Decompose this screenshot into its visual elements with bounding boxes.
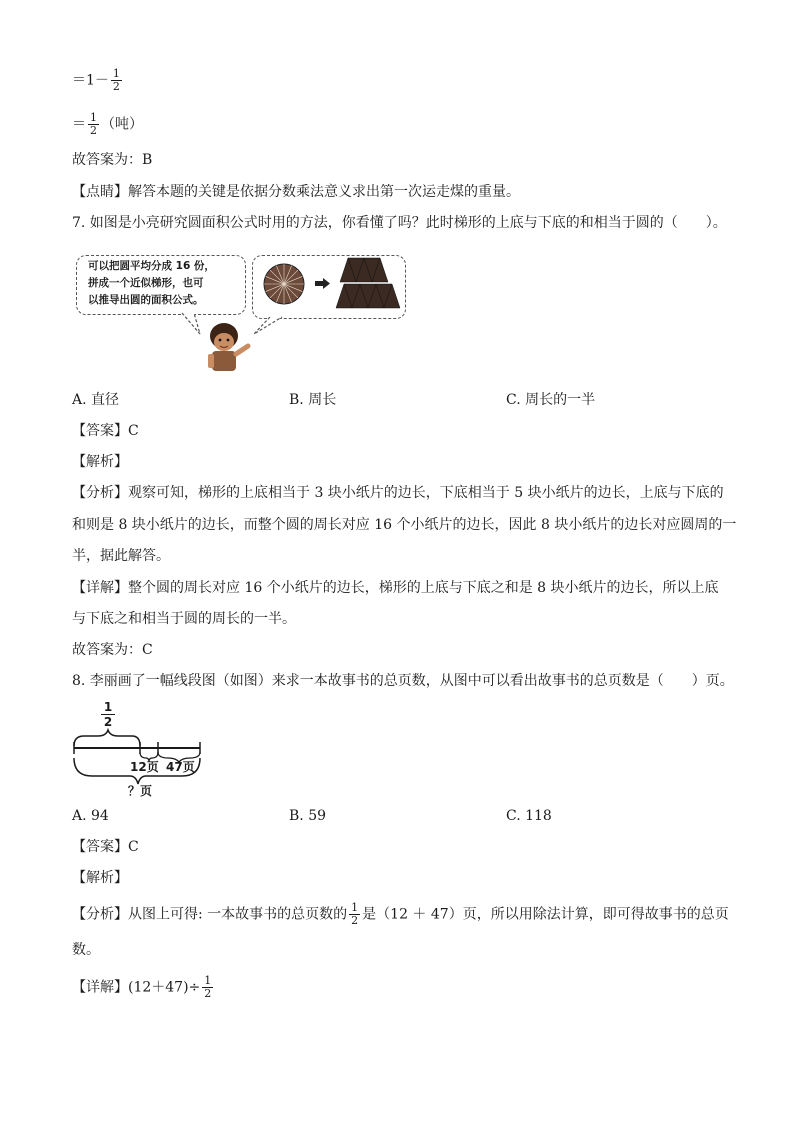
divided-circle-icon <box>264 264 304 304</box>
q7-figure-svg <box>72 250 412 380</box>
fraction: $\frac{1}{2}$ <box>90 111 97 137</box>
trapezoid-sectors-icon <box>336 258 400 308</box>
q8-question: 8. 李丽画了一幅线段图（如图）来求一本故事书的总页数，从图中可以看出故事书的总页数是（ ）页。 <box>72 673 734 689</box>
q7-option-b[interactable]: B. 周长 <box>289 392 337 408</box>
q7-figure <box>72 250 412 380</box>
q7-answer: 【答案】C <box>72 423 139 439</box>
fraction: $\frac{1}{2}$ <box>351 901 359 927</box>
q7-detail-line-2: 与下底之和相当于圆的周长的一半。 <box>72 611 296 627</box>
boy-character-icon <box>208 323 248 371</box>
segment-label-47: 47页 <box>166 760 195 774</box>
q7-analysis-line-3: 半，据此解答。 <box>72 548 170 564</box>
q8-option-a[interactable]: A. 94 <box>72 808 109 824</box>
q8-analysis-line-1: 【分析】从图上可得: 一本故事书的总页数的 $\frac{1}{2}$ 是（12 ＋ 47）页，所以用除法计算，即可得故事书的总页 <box>72 901 729 927</box>
q7-analysis-line-2: 和则是 8 块小纸片的边长，而整个圆的周长对应 16 个小纸片的边长，因此 8 块小纸片的边长对应圆周的一 <box>72 517 737 533</box>
q8-option-b[interactable]: B. 59 <box>289 808 327 824</box>
q8-analysis-line-2: 数。 <box>72 942 100 958</box>
q7-jiexi-heading: 【解析】 <box>72 454 128 470</box>
fraction: $\frac{1}{2}$ <box>204 974 212 1000</box>
q7-detail-line-1: 【详解】整个圆的周长对应 16 个小纸片的边长，梯形的上底与下底之和是 8 块小纸片的边长，所以上底 <box>72 580 719 596</box>
segment-label-total: ？页 <box>128 784 153 798</box>
q8-segment-diagram <box>72 700 212 800</box>
q7-question: 7. 如图是小亮研究圆面积公式时用的方法，你看懂了吗？此时梯形的上底与下底的和相当于圆的（ ）。 <box>72 215 727 231</box>
calc-line-2: ＝ $\frac{1}{2}$ （吨） <box>72 111 143 137</box>
segment-fraction: 1 2 <box>101 700 115 729</box>
q7-analysis-line-1: 【分析】观察可知，梯形的上底相当于 3 块小纸片的边长，下底相当于 5 块小纸片的边长，上底与下底的 <box>72 485 724 501</box>
fraction: $\frac{1}{2}$ <box>112 67 120 93</box>
q8-jiexi-heading: 【解析】 <box>72 870 128 886</box>
q7-answer-line: 故答案为：C <box>72 642 153 658</box>
calc-line-1 <box>72 68 124 93</box>
q6-comment: 【点睛】解答本题的关键是依据分数乘法意义求出第一次运走煤的重量。 <box>72 184 520 200</box>
q6-answer-line: 故答案为：B <box>72 152 153 168</box>
q8-answer: 【答案】C <box>72 839 139 855</box>
arrow-right-icon <box>315 278 330 289</box>
q7-option-c[interactable]: C. 周长的一半 <box>506 392 596 408</box>
q8-detail: 【详解】(12＋47)÷ $\frac{1}{2}$ <box>72 974 212 1000</box>
q8-option-c[interactable]: C. 118 <box>506 808 552 824</box>
q7-option-a[interactable]: A. 直径 <box>72 392 120 408</box>
bubble-text: 可以把圆平均分成 16 份， 拼成一个近似梯形，也可 以推导出圆的面积公式。 <box>88 260 215 306</box>
segment-label-12: 12页 <box>130 760 159 774</box>
calc-prefix: ＝1－ <box>72 72 109 89</box>
